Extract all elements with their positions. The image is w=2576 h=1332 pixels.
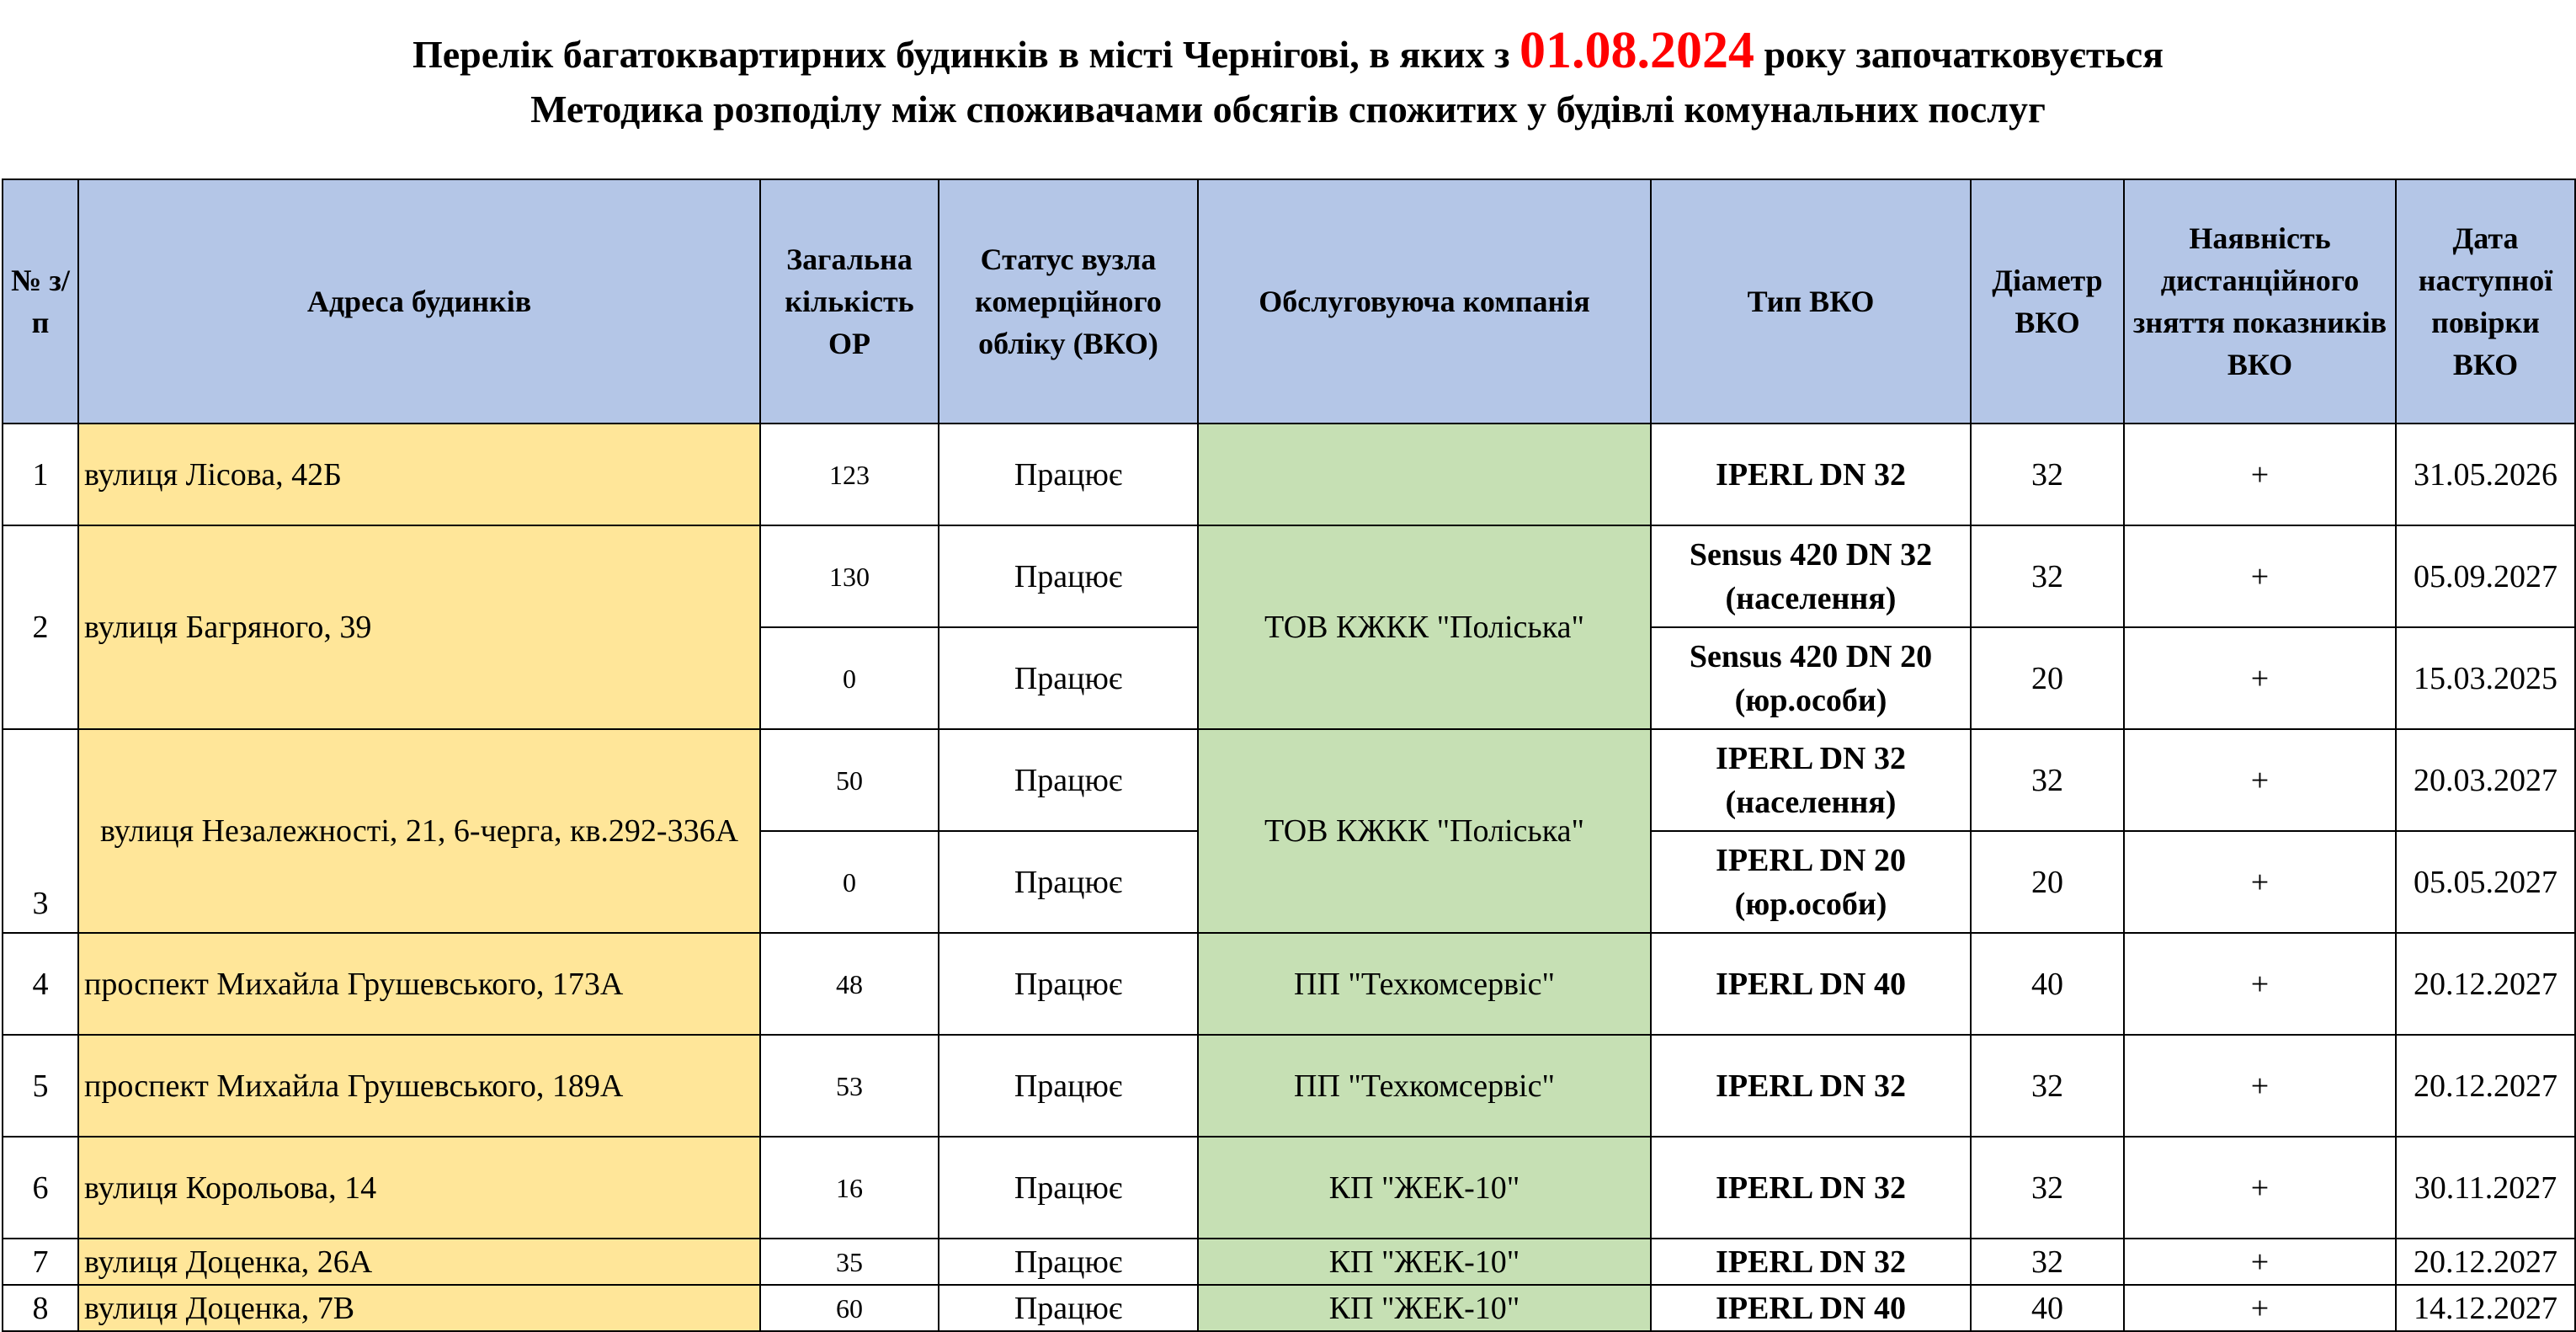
header-num: № з/п — [3, 179, 78, 424]
row-next-check: 20.12.2027 — [2396, 1035, 2575, 1137]
row-status: Працює — [939, 1035, 1198, 1137]
row-address: вулиця Багряного, 39 — [78, 525, 760, 729]
row-remote: + — [2124, 424, 2396, 525]
row-diameter: 32 — [1971, 1239, 2124, 1285]
page-title-line-2: Методика розподілу між споживачами обсягів спожитих у будівлі комунальних послуг — [530, 88, 2046, 131]
row-next-check: 15.03.2025 — [2396, 627, 2575, 729]
row-remote: + — [2124, 831, 2396, 933]
header-status: Статус вузла комерційного обліку (ВКО) — [939, 179, 1198, 424]
header-diameter: Діаметр ВКО — [1971, 179, 2124, 424]
page-title-line-1 — [0, 22, 2576, 80]
row-total-or: 130 — [760, 525, 939, 627]
row-meter-type: IPERL DN 32 — [1651, 1137, 1971, 1239]
row-num: 7 — [3, 1239, 78, 1285]
row-total-or: 0 — [760, 831, 939, 933]
row-meter-type: Sensus 420 DN 32 (населення) — [1651, 525, 1971, 627]
row-diameter: 32 — [1971, 1035, 2124, 1137]
row-total-or: 50 — [760, 729, 939, 831]
row-address: проспект Михайла Грушевського, 173А — [78, 933, 760, 1035]
row-address: вулиця Доценка, 26А — [78, 1239, 760, 1285]
table-row — [3, 525, 2575, 627]
row-meter-type: IPERL DN 32 — [1651, 1035, 1971, 1137]
row-status: Працює — [939, 729, 1198, 831]
row-status: Працює — [939, 424, 1198, 525]
row-next-check: 31.05.2026 — [2396, 424, 2575, 525]
row-remote: + — [2124, 1137, 2396, 1239]
row-diameter: 32 — [1971, 525, 2124, 627]
row-meter-type: Sensus 420 DN 20 (юр.особи) — [1651, 627, 1971, 729]
row-num: 5 — [3, 1035, 78, 1137]
row-total-or: 16 — [760, 1137, 939, 1239]
row-address: проспект Михайла Грушевського, 189А — [78, 1035, 760, 1137]
row-remote: + — [2124, 1239, 2396, 1285]
row-next-check: 20.12.2027 — [2396, 1239, 2575, 1285]
row-next-check: 14.12.2027 — [2396, 1285, 2575, 1331]
row-remote: + — [2124, 729, 2396, 831]
row-meter-type: IPERL DN 32 — [1651, 424, 1971, 525]
row-company: КП "ЖЕК-10" — [1198, 1239, 1651, 1285]
header-address: Адреса будинків — [78, 179, 760, 424]
row-address: вулиця Корольова, 14 — [78, 1137, 760, 1239]
table-row — [3, 1137, 2575, 1239]
row-address: вулиця Лісова, 42Б — [78, 424, 760, 525]
row-num: 4 — [3, 933, 78, 1035]
row-status: Працює — [939, 1239, 1198, 1285]
row-meter-type: IPERL DN 32 (населення) — [1651, 729, 1971, 831]
row-address: вулиця Доценка, 7В — [78, 1285, 760, 1331]
row-diameter: 40 — [1971, 933, 2124, 1035]
buildings-table — [2, 178, 2576, 1332]
row-total-or: 60 — [760, 1285, 939, 1331]
table-row — [3, 1239, 2575, 1285]
row-company — [1198, 424, 1651, 525]
row-next-check: 05.09.2027 — [2396, 525, 2575, 627]
row-diameter: 40 — [1971, 1285, 2124, 1331]
header-next-check: Дата наступної повірки ВКО — [2396, 179, 2575, 424]
row-company: ТОВ КЖКК "Поліська" — [1198, 525, 1651, 729]
row-diameter: 32 — [1971, 729, 2124, 831]
row-total-or: 35 — [760, 1239, 939, 1285]
row-company: КП "ЖЕК-10" — [1198, 1137, 1651, 1239]
title-start-date: 01.08.2024 — [1519, 22, 1754, 79]
row-total-or: 48 — [760, 933, 939, 1035]
row-next-check: 30.11.2027 — [2396, 1137, 2575, 1239]
row-next-check: 20.12.2027 — [2396, 933, 2575, 1035]
header-total-or: Загальна кількість ОР — [760, 179, 939, 424]
row-remote: + — [2124, 933, 2396, 1035]
row-remote: + — [2124, 1285, 2396, 1331]
row-num: 1 — [3, 424, 78, 525]
row-meter-type: IPERL DN 20 (юр.особи) — [1651, 831, 1971, 933]
row-remote: + — [2124, 1035, 2396, 1137]
row-next-check: 20.03.2027 — [2396, 729, 2575, 831]
row-diameter: 32 — [1971, 424, 2124, 525]
table-row — [3, 729, 2575, 831]
row-status: Працює — [939, 525, 1198, 627]
table-row — [3, 1285, 2575, 1331]
row-status: Працює — [939, 1137, 1198, 1239]
table-row — [3, 1035, 2575, 1137]
header-remote: Наявність дистанційного зняття показників ВКО — [2124, 179, 2396, 424]
row-status: Працює — [939, 1285, 1198, 1331]
row-diameter: 20 — [1971, 831, 2124, 933]
row-meter-type: IPERL DN 32 — [1651, 1239, 1971, 1285]
row-company: ТОВ КЖКК "Поліська" — [1198, 729, 1651, 933]
row-address: вулиця Незалежності, 21, 6-черга, кв.292-336А — [78, 729, 760, 933]
title-text-after-date: року започатковується — [1764, 33, 2164, 76]
title-text-before-date: Перелік багатоквартирних будинків в місті Чернігові, в яких з — [412, 33, 1510, 76]
row-num: 3 — [3, 729, 78, 933]
row-remote: + — [2124, 525, 2396, 627]
row-total-or: 53 — [760, 1035, 939, 1137]
table-header-row — [3, 179, 2575, 424]
row-num: 6 — [3, 1137, 78, 1239]
row-company: ПП "Техкомсервіс" — [1198, 1035, 1651, 1137]
row-num: 2 — [3, 525, 78, 729]
table-row — [3, 933, 2575, 1035]
row-meter-type: IPERL DN 40 — [1651, 1285, 1971, 1331]
row-company: ПП "Техкомсервіс" — [1198, 933, 1651, 1035]
row-meter-type: IPERL DN 40 — [1651, 933, 1971, 1035]
table-row — [3, 424, 2575, 525]
row-diameter: 32 — [1971, 1137, 2124, 1239]
row-status: Працює — [939, 627, 1198, 729]
header-type: Тип ВКО — [1651, 179, 1971, 424]
row-num: 8 — [3, 1285, 78, 1331]
row-company: КП "ЖЕК-10" — [1198, 1285, 1651, 1331]
row-diameter: 20 — [1971, 627, 2124, 729]
row-status: Працює — [939, 933, 1198, 1035]
header-company: Обслуговуюча компанія — [1198, 179, 1651, 424]
row-status: Працює — [939, 831, 1198, 933]
row-total-or: 0 — [760, 627, 939, 729]
row-remote: + — [2124, 627, 2396, 729]
row-total-or: 123 — [760, 424, 939, 525]
row-next-check: 05.05.2027 — [2396, 831, 2575, 933]
